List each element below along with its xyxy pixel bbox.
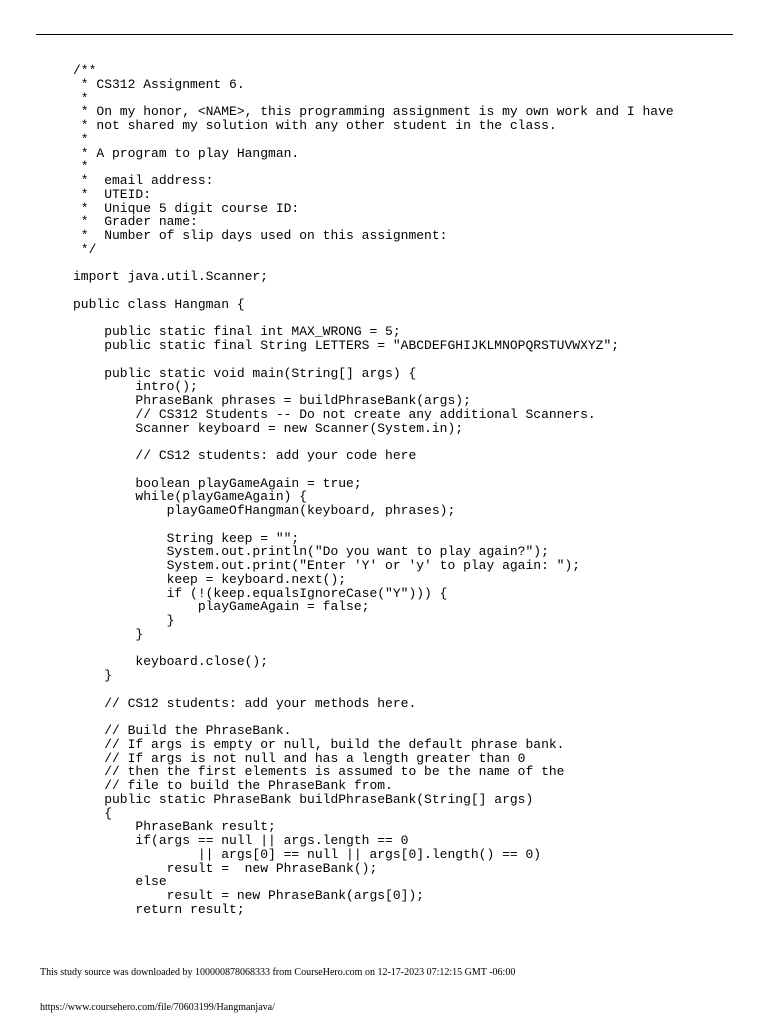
- code-line: public static void main(String[] args) {: [73, 365, 417, 381]
- code-line: return result;: [73, 901, 245, 917]
- code-line: * Number of slip days used on this assignment:: [73, 228, 448, 243]
- code-line: * A program to play Hangman.: [73, 145, 300, 161]
- code-line: playGameAgain = false;: [73, 599, 370, 615]
- code-line: keyboard.close();: [73, 654, 269, 670]
- code-line: public static final int MAX_WRONG = 5;: [73, 324, 401, 340]
- code-line: intro();: [73, 379, 198, 395]
- code-line: || args[0] == null || args[0].length() == 0): [73, 846, 542, 862]
- code-line: {: [73, 805, 113, 821]
- code-line: // If args is not null and has a length greater than 0: [73, 750, 526, 766]
- code-listing: [73, 64, 674, 917]
- code-line: * UTEID:: [73, 186, 152, 202]
- code-line: public class Hangman {: [73, 296, 245, 312]
- code-line: if (!(keep.equalsIgnoreCase("Y"))) {: [73, 585, 448, 601]
- code-line: System.out.print("Enter 'Y' or 'y' to play again: ");: [73, 558, 581, 573]
- code-line: boolean playGameAgain = true;: [73, 475, 362, 491]
- code-line: }: [73, 668, 113, 683]
- code-line: public static final String LETTERS = "ABCDEFGHIJKLMNOPQRSTUVWXYZ";: [73, 338, 620, 353]
- code-line: * Grader name:: [73, 214, 198, 230]
- code-line: System.out.println("Do you want to play again?");: [73, 544, 549, 560]
- code-line: // file to build the PhraseBank from.: [73, 778, 393, 793]
- code-line: * not shared my solution with any other student in the class.: [73, 118, 557, 133]
- code-line: *: [73, 90, 89, 106]
- code-line: *: [73, 131, 89, 147]
- code-line: else: [73, 874, 167, 890]
- code-line: [73, 683, 674, 697]
- code-line: [73, 463, 674, 477]
- code-line: // CS12 students: add your methods here.: [73, 695, 417, 711]
- code-line: // If args is empty or null, build the default phrase bank.: [73, 736, 565, 752]
- code-line: *: [73, 159, 89, 175]
- code-line: if(args == null || args.length == 0: [73, 833, 409, 848]
- code-line: keep = keyboard.next();: [73, 571, 347, 587]
- code-line: public static PhraseBank buildPhraseBank(String[] args): [73, 791, 534, 807]
- code-line: PhraseBank phrases = buildPhraseBank(args);: [73, 393, 471, 408]
- source-url-link[interactable]: https://www.coursehero.com/file/70603199/Hangmanjava/: [40, 1002, 275, 1013]
- code-line: /**: [73, 63, 97, 78]
- code-line: [73, 435, 674, 449]
- code-line: }: [73, 613, 175, 628]
- code-line: [73, 284, 674, 298]
- code-line: while(playGameAgain) {: [73, 489, 308, 505]
- code-line: playGameOfHangman(keyboard, phrases);: [73, 503, 456, 518]
- code-line: [73, 353, 674, 367]
- code-line: [73, 312, 674, 326]
- code-line: Scanner keyboard = new Scanner(System.in);: [73, 420, 464, 436]
- code-line: */: [73, 241, 97, 257]
- code-line: * CS312 Assignment 6.: [73, 76, 245, 92]
- top-rule: [36, 34, 733, 35]
- code-line: PhraseBank result;: [73, 819, 276, 835]
- code-line: * On my honor, <NAME>, this programming assignment is my own work and I have: [73, 104, 674, 120]
- download-notice: This study source was downloaded by 100000878068333 from CourseHero.com on 12-17-2023 07:12:15 GMT -06:00: [40, 967, 516, 978]
- code-line: [73, 710, 674, 724]
- code-line: [73, 257, 674, 271]
- code-line: String keep = "";: [73, 530, 300, 546]
- code-line: }: [73, 626, 144, 642]
- code-line: * email address:: [73, 173, 214, 188]
- code-line: result = new PhraseBank();: [73, 860, 378, 876]
- code-line: result = new PhraseBank(args[0]);: [73, 888, 425, 903]
- code-line: // then the first elements is assumed to be the name of the: [73, 764, 565, 780]
- code-line: // CS312 Students -- Do not create any additional Scanners.: [73, 406, 596, 422]
- code-line: // CS12 students: add your code here: [73, 448, 417, 463]
- code-line: // Build the PhraseBank.: [73, 723, 292, 738]
- code-line: [73, 642, 674, 656]
- code-line: import java.util.Scanner;: [73, 269, 269, 285]
- code-line: * Unique 5 digit course ID:: [73, 200, 300, 216]
- code-line: [73, 518, 674, 532]
